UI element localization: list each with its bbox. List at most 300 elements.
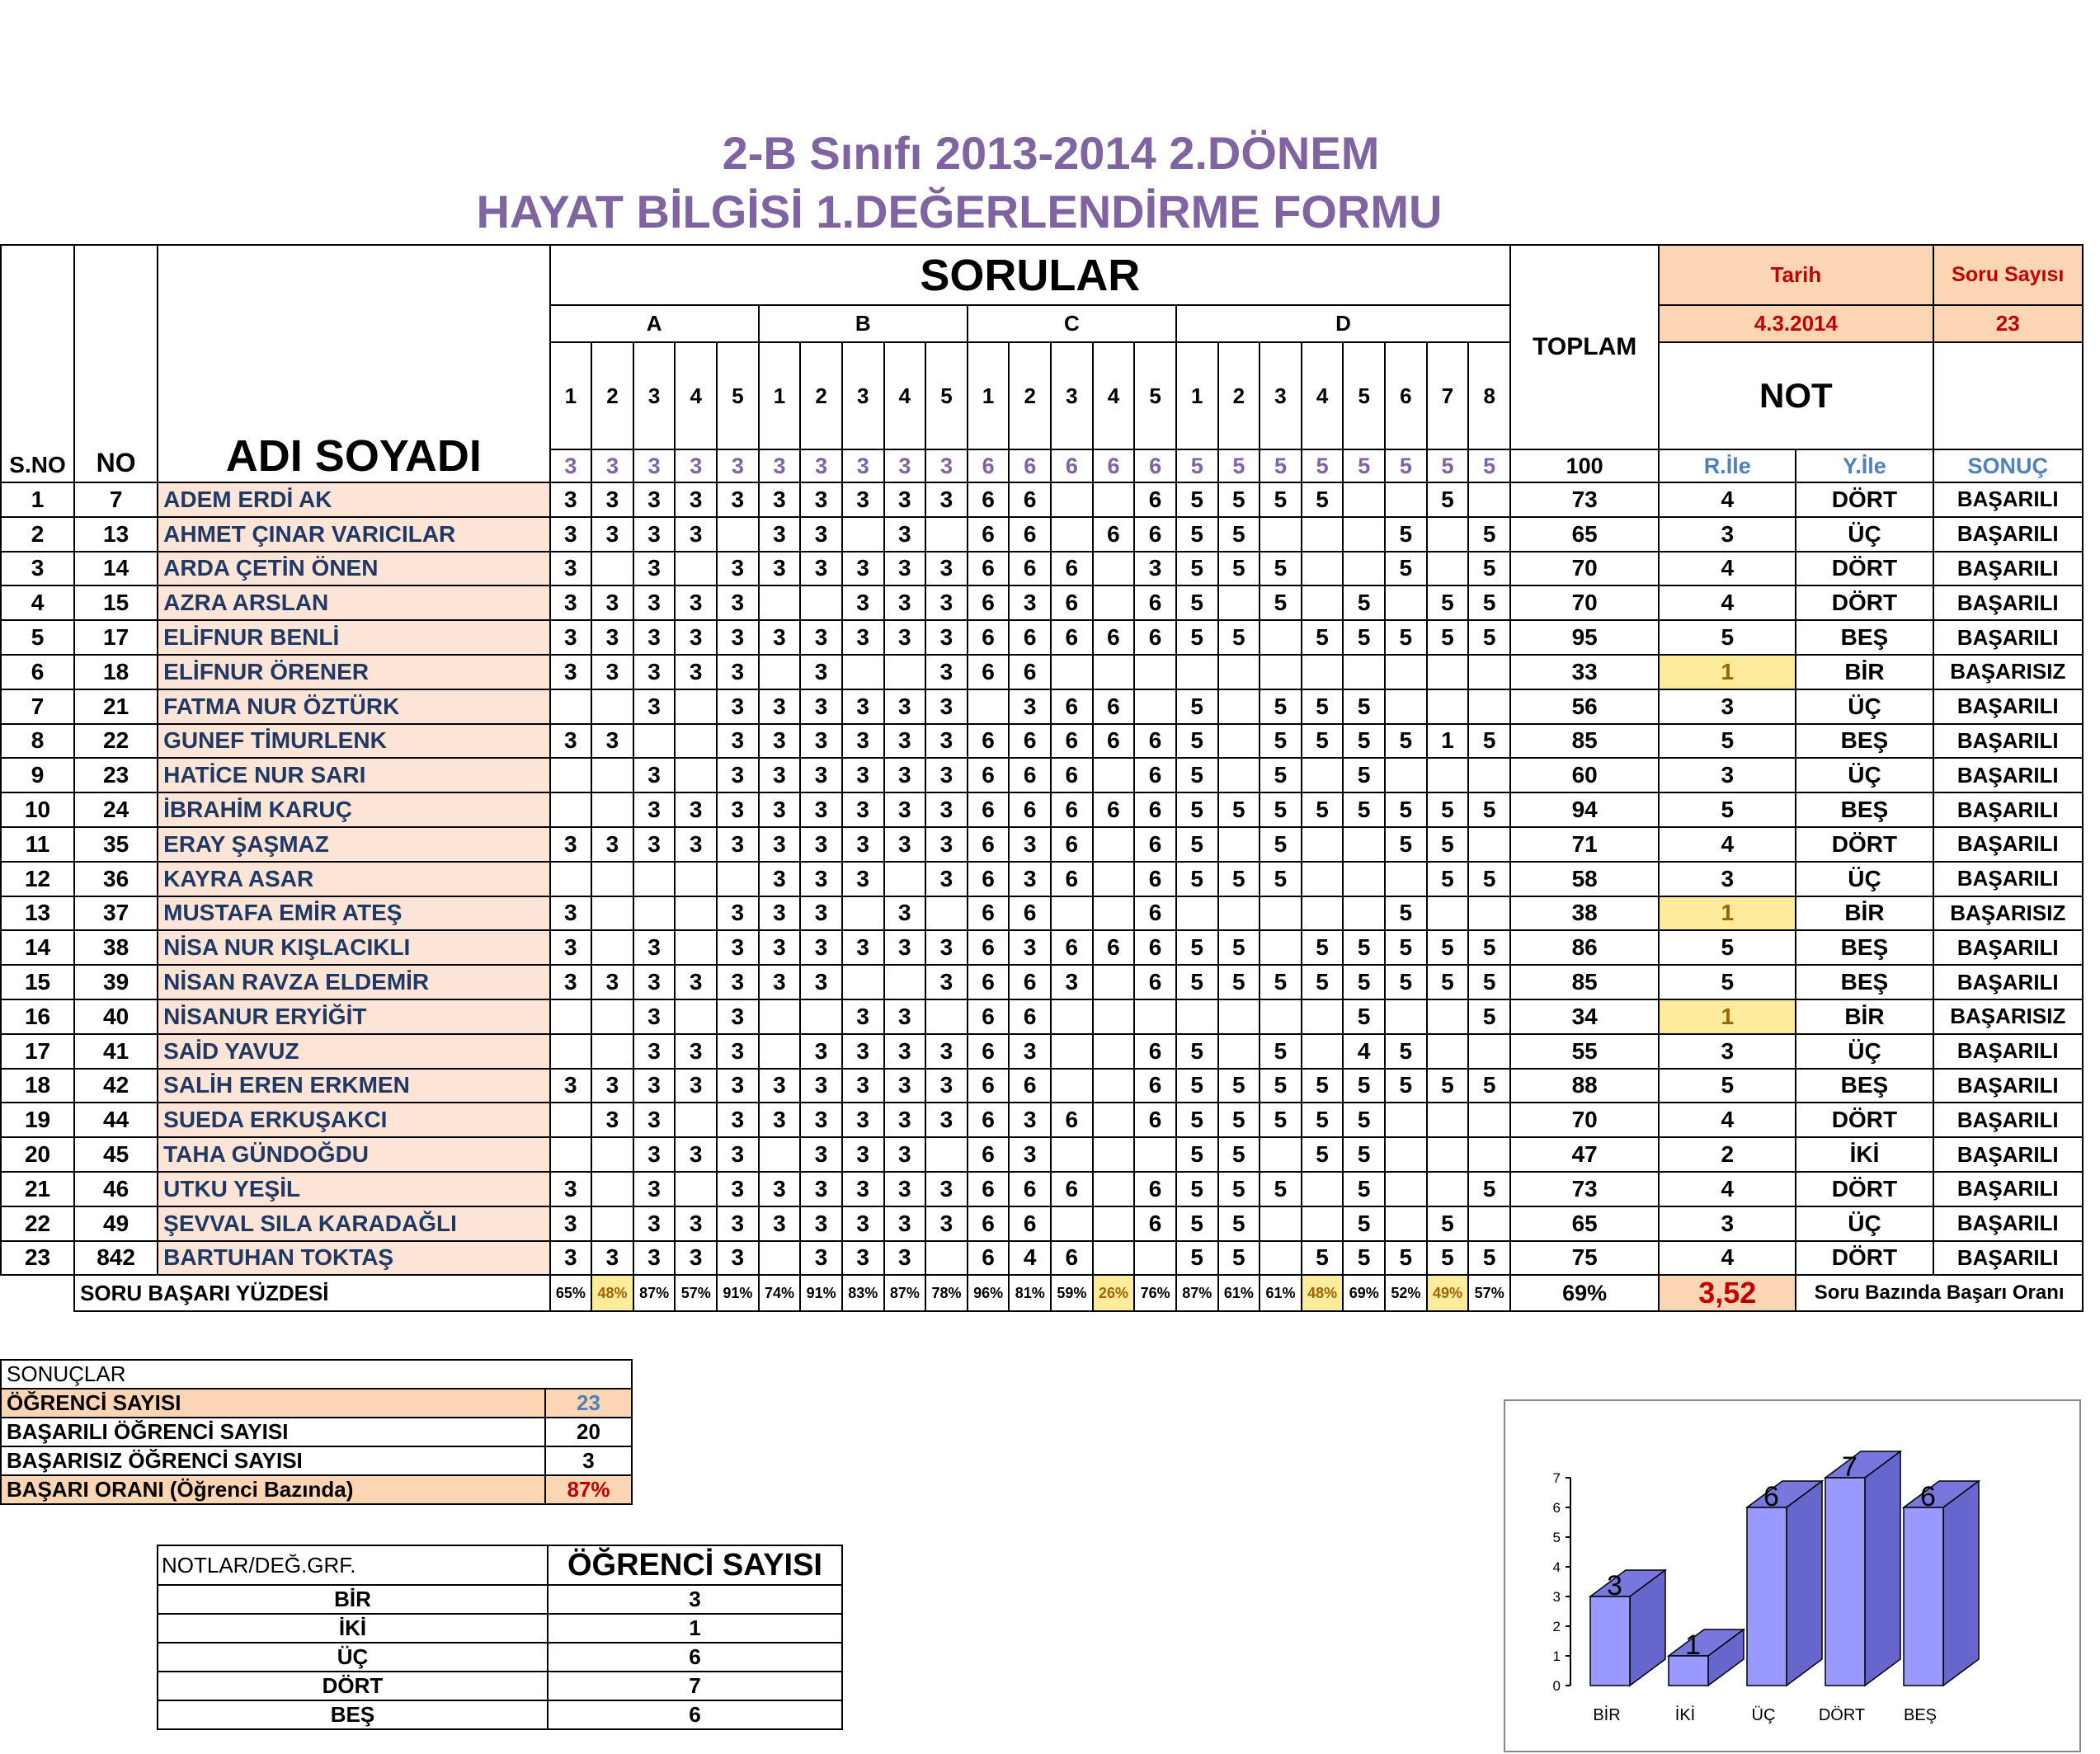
student-grade-word: BEŞ (1796, 724, 1933, 759)
score-cell: 5 (1343, 930, 1385, 965)
table-row (1, 1034, 2083, 1069)
score-cell: 5 (1260, 862, 1302, 896)
score-cell (1302, 585, 1344, 620)
table-row (1, 1069, 2083, 1103)
score-cell: 3 (884, 689, 926, 724)
score-cell: 3 (717, 585, 759, 620)
score-cell (675, 862, 717, 896)
score-cell: 3 (759, 1172, 801, 1206)
student-total: 55 (1510, 1034, 1659, 1069)
student-result: BAŞARILI (1933, 517, 2083, 552)
score-cell: 3 (884, 792, 926, 827)
student-grade-word: ÜÇ (1796, 1034, 1933, 1069)
question-success-percent: 49% (1427, 1275, 1469, 1311)
score-cell: 3 (675, 655, 717, 689)
score-cell: 6 (1009, 999, 1051, 1034)
max-point: 6 (968, 449, 1010, 482)
question-number: 2 (1009, 342, 1051, 449)
score-cell (842, 896, 884, 931)
score-cell: 3 (550, 1241, 592, 1276)
score-cell: 6 (968, 930, 1010, 965)
score-cell (1343, 482, 1385, 517)
student-grade: 1 (1659, 999, 1796, 1034)
bar-value-label: 6 (1920, 1481, 1936, 1512)
score-cell: 6 (1051, 620, 1093, 655)
score-cell: 3 (800, 1034, 842, 1069)
score-cell (550, 1034, 592, 1069)
student-result: BAŞARILI (1933, 792, 2083, 827)
student-result: BAŞARILI (1933, 689, 2083, 724)
score-cell: 3 (591, 1069, 633, 1103)
score-cell: 3 (842, 1137, 884, 1172)
score-cell: 3 (633, 482, 676, 517)
bar (1904, 1507, 1943, 1686)
score-cell: 5 (1260, 965, 1302, 999)
score-cell (675, 999, 717, 1034)
student-total: 85 (1510, 965, 1659, 999)
score-cell (675, 689, 717, 724)
score-cell: 3 (717, 930, 759, 965)
score-cell: 5 (1468, 930, 1510, 965)
score-cell (1051, 1069, 1093, 1103)
table-row (1, 552, 2083, 586)
student-grade: 5 (1659, 1069, 1796, 1103)
grade-count: 6 (548, 1700, 842, 1729)
score-cell (1468, 1034, 1510, 1069)
student-name: NİSA NUR KIŞLACIKLI (158, 930, 549, 965)
score-cell: 6 (1051, 1103, 1093, 1137)
score-cell: 5 (1176, 689, 1218, 724)
score-cell (842, 655, 884, 689)
question-number: 2 (800, 342, 842, 449)
score-cell: 5 (1302, 930, 1344, 965)
score-cell (675, 552, 717, 586)
score-cell (1093, 758, 1135, 792)
score-cell: 5 (1176, 1137, 1218, 1172)
score-cell: 6 (968, 620, 1010, 655)
score-cell: 3 (717, 999, 759, 1034)
score-cell: 3 (884, 517, 926, 552)
score-cell (1427, 552, 1469, 586)
score-cell: 3 (633, 585, 676, 620)
score-cell (1093, 482, 1135, 517)
score-cell: 3 (717, 1241, 759, 1276)
student-total: 71 (1510, 827, 1659, 862)
question-success-percent: 65% (550, 1275, 592, 1311)
table-row (1, 655, 2083, 689)
score-cell: 6 (1051, 862, 1093, 896)
score-cell: 3 (717, 827, 759, 862)
score-cell (1134, 999, 1176, 1034)
score-cell (1468, 1137, 1510, 1172)
score-cell: 5 (1385, 930, 1427, 965)
score-cell: 3 (800, 689, 842, 724)
score-cell (1427, 999, 1469, 1034)
student-result: BAŞARILI (1933, 585, 2083, 620)
student-grade: 1 (1659, 896, 1796, 931)
score-cell: 3 (842, 1206, 884, 1241)
score-cell (633, 896, 676, 931)
score-cell: 1 (1427, 724, 1469, 759)
score-cell: 3 (1009, 689, 1051, 724)
score-cell (550, 1137, 592, 1172)
score-cell: 6 (968, 517, 1010, 552)
score-cell: 3 (759, 965, 801, 999)
score-cell: 5 (1218, 552, 1260, 586)
student-number: 13 (74, 517, 158, 552)
student-total: 70 (1510, 552, 1659, 586)
question-number: 7 (1427, 342, 1469, 449)
score-cell (1134, 1137, 1176, 1172)
student-grade-word: ÜÇ (1796, 1206, 1933, 1241)
score-cell (675, 1172, 717, 1206)
score-cell: 5 (1343, 585, 1385, 620)
student-name: ERAY ŞAŞMAZ (158, 827, 549, 862)
score-cell (591, 930, 633, 965)
result-header: SONUÇ (1933, 449, 2083, 482)
score-cell: 5 (1343, 620, 1385, 655)
score-cell: 3 (717, 1172, 759, 1206)
student-name: ELİFNUR BENLİ (158, 620, 549, 655)
score-cell (1427, 758, 1469, 792)
name-header: ADI SOYADI (158, 245, 549, 482)
score-cell: 5 (1260, 792, 1302, 827)
score-cell: 3 (550, 1206, 592, 1241)
row-number: 17 (1, 1034, 74, 1069)
student-name: ELİFNUR ÖRENER (158, 655, 549, 689)
student-grade: 4 (1659, 585, 1796, 620)
question-success-percent: 78% (925, 1275, 968, 1311)
question-number: 1 (968, 342, 1010, 449)
score-cell (1302, 862, 1344, 896)
score-cell: 3 (800, 792, 842, 827)
score-cell: 5 (1302, 482, 1344, 517)
score-cell: 3 (925, 1034, 968, 1069)
score-cell: 5 (1302, 1103, 1344, 1137)
score-cell (842, 965, 884, 999)
student-grade: 3 (1659, 1206, 1796, 1241)
table-row (1, 1137, 2083, 1172)
score-cell: 5 (1427, 792, 1469, 827)
y-tick-label: 1 (1552, 1648, 1561, 1664)
score-cell: 3 (591, 482, 633, 517)
score-cell: 6 (1009, 482, 1051, 517)
score-cell: 6 (968, 655, 1010, 689)
page-title: 2-B Sınıfı 2013-2014 2.DÖNEM (722, 127, 1380, 179)
score-cell: 6 (1009, 965, 1051, 999)
score-cell (1468, 1206, 1510, 1241)
grade-count: 7 (548, 1672, 842, 1700)
score-cell: 3 (842, 724, 884, 759)
student-grade-word: BEŞ (1796, 965, 1933, 999)
score-cell (1218, 655, 1260, 689)
score-cell: 3 (550, 517, 592, 552)
row-number: 9 (1, 758, 74, 792)
score-cell: 3 (884, 620, 926, 655)
score-cell: 3 (717, 689, 759, 724)
question-success-percent: 81% (1009, 1275, 1051, 1311)
score-cell (1427, 1103, 1469, 1137)
score-cell: 3 (925, 482, 968, 517)
score-cell (1093, 896, 1135, 931)
score-cell (1093, 655, 1135, 689)
score-cell: 5 (1260, 585, 1302, 620)
max-point: 5 (1218, 449, 1260, 482)
score-cell: 6 (968, 1103, 1010, 1137)
score-cell: 5 (1468, 585, 1510, 620)
score-cell (675, 724, 717, 759)
student-name: İBRAHİM KARUÇ (158, 792, 549, 827)
score-cell: 3 (800, 1069, 842, 1103)
score-cell: 5 (1176, 758, 1218, 792)
student-result: BAŞARISIZ (1933, 655, 2083, 689)
score-cell: 3 (759, 930, 801, 965)
score-cell: 3 (550, 896, 592, 931)
score-cell: 3 (591, 965, 633, 999)
score-cell: 6 (1134, 792, 1176, 827)
student-grade: 5 (1659, 620, 1796, 655)
chart-svg (1505, 1401, 2083, 1754)
score-cell: 6 (1009, 517, 1051, 552)
score-cell: 5 (1343, 724, 1385, 759)
score-cell: 3 (884, 1103, 926, 1137)
average-grade: 3,52 (1659, 1275, 1796, 1311)
max-point: 5 (1385, 449, 1427, 482)
question-success-percent: 26% (1093, 1275, 1135, 1311)
score-cell: 5 (1468, 1172, 1510, 1206)
max-point: 3 (842, 449, 884, 482)
score-cell (1302, 1172, 1344, 1206)
score-cell: 5 (1176, 827, 1218, 862)
score-cell: 6 (968, 724, 1010, 759)
score-cell: 5 (1260, 482, 1302, 517)
score-cell: 3 (925, 1206, 968, 1241)
score-cell: 5 (1468, 792, 1510, 827)
score-cell: 3 (717, 792, 759, 827)
question-number: 2 (1218, 342, 1260, 449)
score-cell (1302, 758, 1344, 792)
question-success-percent: 87% (633, 1275, 676, 1311)
score-cell: 6 (1051, 758, 1093, 792)
student-grade: 4 (1659, 482, 1796, 517)
student-result: BAŞARILI (1933, 1241, 2083, 1276)
score-cell (675, 758, 717, 792)
score-cell (591, 862, 633, 896)
student-total: 60 (1510, 758, 1659, 792)
score-cell: 3 (633, 930, 676, 965)
grade-label: İKİ (158, 1614, 548, 1643)
student-result: BAŞARILI (1933, 1206, 2083, 1241)
score-cell: 5 (1218, 517, 1260, 552)
score-cell: 5 (1218, 792, 1260, 827)
score-cell (633, 724, 676, 759)
student-total: 33 (1510, 655, 1659, 689)
score-cell: 3 (633, 689, 676, 724)
score-cell: 3 (1009, 930, 1051, 965)
score-cell: 6 (1093, 517, 1135, 552)
score-cell: 6 (1009, 620, 1051, 655)
score-cell (591, 1172, 633, 1206)
score-cell (1093, 1103, 1135, 1137)
score-cell: 3 (800, 930, 842, 965)
score-cell: 5 (1218, 620, 1260, 655)
score-cell (1302, 896, 1344, 931)
score-cell (1051, 482, 1093, 517)
score-cell: 3 (884, 827, 926, 862)
question-success-percent: 57% (675, 1275, 717, 1311)
row-number: 7 (1, 689, 74, 724)
row-number: 16 (1, 999, 74, 1034)
max-point: 5 (1260, 449, 1302, 482)
score-cell: 5 (1468, 862, 1510, 896)
score-cell: 5 (1385, 620, 1427, 655)
score-cell: 5 (1218, 1103, 1260, 1137)
score-cell: 3 (550, 724, 592, 759)
score-cell: 6 (1009, 758, 1051, 792)
score-cell: 6 (1009, 896, 1051, 931)
question-number: 3 (1051, 342, 1093, 449)
score-cell: 3 (884, 724, 926, 759)
score-cell: 3 (800, 1206, 842, 1241)
student-name: GUNEF TİMURLENK (158, 724, 549, 759)
score-cell: 3 (759, 620, 801, 655)
student-result: BAŞARILI (1933, 552, 2083, 586)
score-cell: 3 (633, 758, 676, 792)
student-name: AZRA ARSLAN (158, 585, 549, 620)
group-header-a: A (550, 305, 759, 342)
question-success-percent: 61% (1260, 1275, 1302, 1311)
score-cell: 6 (1134, 1103, 1176, 1137)
date-value: 4.3.2014 (1659, 305, 1933, 342)
student-result: BAŞARILI (1933, 758, 2083, 792)
student-total: 56 (1510, 689, 1659, 724)
question-number: 4 (675, 342, 717, 449)
grades-col-header: NOTLAR/DEĞ.GRF. (158, 1545, 548, 1585)
student-total: 88 (1510, 1069, 1659, 1103)
score-cell (1093, 1241, 1135, 1276)
question-number: 5 (1134, 342, 1176, 449)
score-cell: 3 (842, 792, 884, 827)
student-grade-word: ÜÇ (1796, 862, 1933, 896)
score-cell: 3 (759, 517, 801, 552)
score-cell: 5 (1176, 552, 1218, 586)
score-cell: 5 (1176, 482, 1218, 517)
score-cell: 3 (591, 620, 633, 655)
grade-label: ÜÇ (158, 1643, 548, 1672)
max-point: 3 (591, 449, 633, 482)
score-cell: 5 (1468, 965, 1510, 999)
student-number: 39 (74, 965, 158, 999)
student-number: 42 (74, 1069, 158, 1103)
score-cell (759, 655, 801, 689)
score-cell: 5 (1302, 1137, 1344, 1172)
score-cell (1302, 517, 1344, 552)
score-cell: 6 (1051, 1172, 1093, 1206)
score-cell: 3 (884, 552, 926, 586)
score-cell: 3 (800, 1137, 842, 1172)
student-result: BAŞARILI (1933, 965, 2083, 999)
score-cell: 3 (675, 620, 717, 655)
score-cell (1093, 1069, 1135, 1103)
student-grade: 5 (1659, 965, 1796, 999)
score-cell: 3 (800, 1172, 842, 1206)
score-cell (1385, 862, 1427, 896)
score-cell (925, 999, 968, 1034)
score-cell: 5 (1302, 689, 1344, 724)
student-grade-word: ÜÇ (1796, 758, 1933, 792)
max-point: 5 (1343, 449, 1385, 482)
category-label: ÜÇ (1751, 1706, 1776, 1724)
score-cell (1218, 999, 1260, 1034)
score-cell: 3 (884, 930, 926, 965)
student-grade-word: DÖRT (1796, 827, 1933, 862)
student-result: BAŞARILI (1933, 1034, 2083, 1069)
student-number: 37 (74, 896, 158, 931)
student-grade: 4 (1659, 1103, 1796, 1137)
question-number: 1 (550, 342, 592, 449)
score-cell: 5 (1468, 552, 1510, 586)
student-grade: 3 (1659, 758, 1796, 792)
student-total: 34 (1510, 999, 1659, 1034)
row-number: 1 (1, 482, 74, 517)
score-cell: 5 (1176, 620, 1218, 655)
score-cell: 3 (884, 1069, 926, 1103)
score-cell: 5 (1176, 965, 1218, 999)
y-tick-label: 4 (1552, 1559, 1561, 1575)
table-row (1, 896, 2083, 931)
bar-side (1865, 1451, 1900, 1686)
score-cell (1260, 999, 1302, 1034)
score-cell (550, 792, 592, 827)
score-cell: 5 (1176, 792, 1218, 827)
bar-value-label: 3 (1607, 1570, 1622, 1601)
score-cell: 5 (1343, 1172, 1385, 1206)
score-cell (1385, 1137, 1427, 1172)
student-total: 65 (1510, 1206, 1659, 1241)
score-cell (1051, 999, 1093, 1034)
score-cell: 3 (633, 1103, 676, 1137)
question-success-percent: 52% (1385, 1275, 1427, 1311)
score-cell: 5 (1385, 827, 1427, 862)
score-cell: 3 (884, 1206, 926, 1241)
score-cell: 3 (925, 758, 968, 792)
score-cell: 3 (675, 1241, 717, 1276)
max-point: 3 (925, 449, 968, 482)
score-cell: 3 (842, 862, 884, 896)
score-cell: 6 (1051, 792, 1093, 827)
score-cell (759, 1137, 801, 1172)
score-cell (675, 1103, 717, 1137)
student-grade: 2 (1659, 1137, 1796, 1172)
row-number: 12 (1, 862, 74, 896)
score-cell: 6 (1134, 758, 1176, 792)
grade-distribution-table (157, 1545, 843, 1730)
score-cell: 4 (1343, 1034, 1385, 1069)
score-cell: 3 (633, 552, 676, 586)
score-cell: 5 (1302, 792, 1344, 827)
category-label: İKİ (1674, 1706, 1696, 1724)
max-point: 3 (800, 449, 842, 482)
student-grade: 5 (1659, 792, 1796, 827)
score-cell: 3 (717, 965, 759, 999)
score-cell (1385, 758, 1427, 792)
score-cell: 3 (759, 1103, 801, 1137)
score-cell (1260, 620, 1302, 655)
row-number: 11 (1, 827, 74, 862)
score-cell: 3 (884, 896, 926, 931)
student-number: 36 (74, 862, 158, 896)
score-cell: 3 (884, 482, 926, 517)
